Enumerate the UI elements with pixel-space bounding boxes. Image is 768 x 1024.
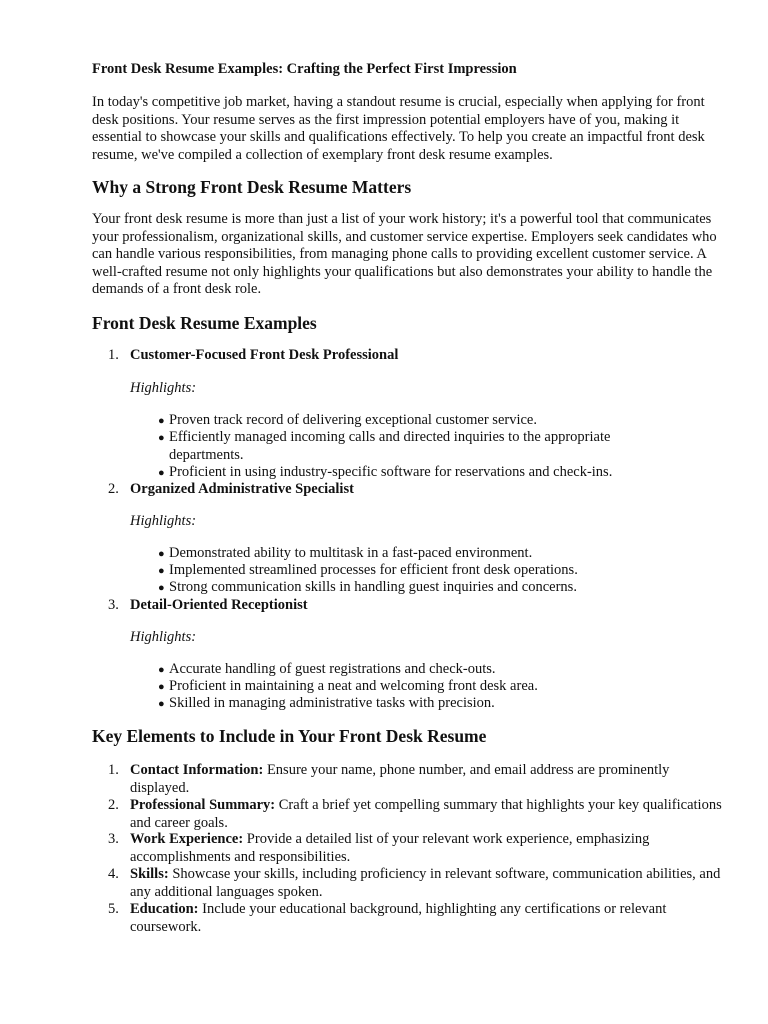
bullet-icon: ● <box>158 582 165 594</box>
key-number: 1. <box>108 762 119 778</box>
example-number: 2. <box>108 481 119 497</box>
example-number: 3. <box>108 597 119 613</box>
intro-paragraph: In today's competitive job market, having a standout resume is crucial, especially when applying for front desk positions. Your resume serves as the first impression potential employers have of you, making it essential to showcase your skills and qualifications effectively. To help you create an impactful front desk resume, we've compiled a collection of exemplary front desk resume examples. <box>92 94 705 163</box>
key-body <box>130 797 730 832</box>
bullet-text: Proficient in using industry-specific software for reservations and check-ins. <box>169 464 613 480</box>
bullet-icon: ● <box>158 467 165 479</box>
key-text: Showcase your skills, including proficiency in relevant software, communication abilities, and any additional languages spoken. <box>130 866 721 900</box>
bullet-icon: ● <box>158 565 165 577</box>
key-label: Professional Summary: <box>130 797 276 813</box>
key-label: Work Experience: <box>130 831 244 847</box>
bullet-icon: ● <box>158 698 165 710</box>
bullet-text: Proficient in maintaining a neat and welcoming front desk area. <box>169 678 538 694</box>
heading-key-elements: Key Elements to Include in Your Front Desk Resume <box>92 726 487 746</box>
example-number: 1. <box>108 347 119 363</box>
key-label: Education: <box>130 901 199 917</box>
bullet-icon: ● <box>158 432 165 444</box>
highlights-label: Highlights: <box>130 380 197 396</box>
key-body <box>130 831 730 866</box>
key-number: 3. <box>108 831 119 847</box>
bullet-text: Implemented streamlined processes for efficient front desk operations. <box>169 562 578 578</box>
heading-examples: Front Desk Resume Examples <box>92 313 317 333</box>
key-text: Include your educational background, highlighting any certifications or relevant coursework. <box>130 901 667 935</box>
key-label: Skills: <box>130 866 169 882</box>
highlights-label: Highlights: <box>130 513 197 529</box>
bullet-text: Proven track record of delivering exceptional customer service. <box>169 412 537 428</box>
key-label: Contact Information: <box>130 762 264 778</box>
bullet-text: Efficiently managed incoming calls and directed inquiries to the appropriate departments. <box>169 429 611 463</box>
key-text: Ensure your name, phone number, and email address are prominently displayed. <box>130 762 670 796</box>
bullet-text: Demonstrated ability to multitask in a fast-paced environment. <box>169 545 533 561</box>
bullet-icon: ● <box>158 548 165 560</box>
heading-why: Why a Strong Front Desk Resume Matters <box>92 177 412 197</box>
example-title: Customer-Focused Front Desk Professional <box>130 347 399 363</box>
key-text: Craft a brief yet compelling summary that highlights your key qualifications and career goals. <box>130 797 722 831</box>
key-body <box>130 901 730 936</box>
bullet-text: Strong communication skills in handling guest inquiries and concerns. <box>169 579 577 595</box>
bullet-icon: ● <box>158 415 165 427</box>
key-number: 2. <box>108 797 119 813</box>
bullet-text: Skilled in managing administrative tasks with precision. <box>169 695 495 711</box>
key-body <box>130 762 730 797</box>
key-text: Provide a detailed list of your relevant work experience, emphasizing accomplishments and responsibilities. <box>130 831 650 865</box>
key-number: 4. <box>108 866 119 882</box>
example-title: Organized Administrative Specialist <box>130 481 354 497</box>
example-title: Detail-Oriented Receptionist <box>130 597 308 613</box>
key-number: 5. <box>108 901 119 917</box>
bullet-icon: ● <box>158 681 165 693</box>
bullet-text: Accurate handling of guest registrations and check-outs. <box>169 661 496 677</box>
bullet-icon: ● <box>158 664 165 676</box>
key-body <box>130 866 730 901</box>
highlights-label: Highlights: <box>130 629 197 645</box>
why-paragraph: Your front desk resume is more than just a list of your work history; it's a powerful tool that communicates your professionalism, organizational skills, and customer service expertise. Employers seek candidates who can handle various responsibilities, from managing phone calls to providing excellent customer service. A well-crafted resume not only highlights your qualifications but also demonstrates your ability to handle the demands of a front desk role. <box>92 211 717 297</box>
document-title: Front Desk Resume Examples: Crafting the Perfect First Impression <box>92 61 517 77</box>
